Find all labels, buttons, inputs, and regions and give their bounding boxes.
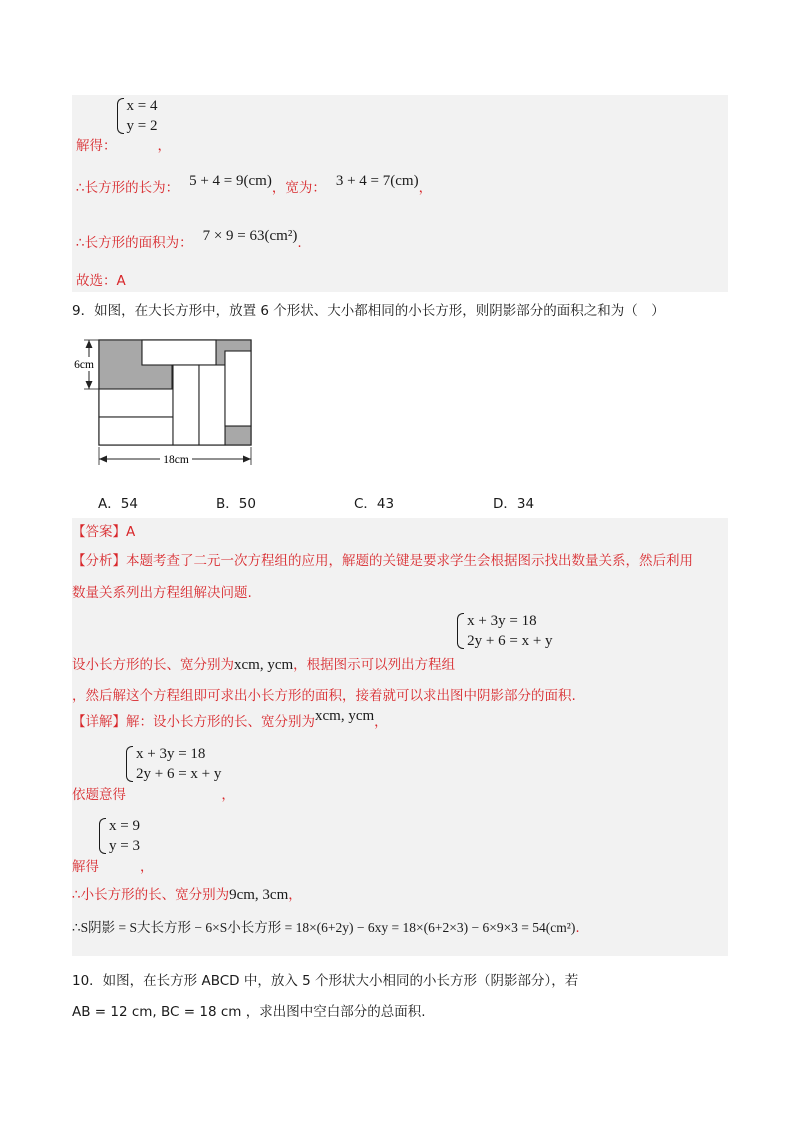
setup-prefix: 设小长方形的长、宽分别为 (72, 657, 234, 673)
system-eq-2: 2y + 6 = x + y (467, 633, 553, 649)
small-rect-vertical-1 (173, 365, 199, 445)
comma: ， (157, 138, 171, 154)
comma: ， (139, 859, 154, 875)
width-label: 18cm (163, 454, 189, 466)
length-label: ∴长方形的长为： (76, 180, 180, 196)
final-expr: ∴S阴影 = S大长方形 − 6×S小长方形 = 18×(6+2y) − 6xy = 18×(6+2×3) − 6×9×3 = 54(cm²) (72, 920, 576, 935)
system-eq-1: x = 4 (126, 98, 158, 114)
detail-line (72, 708, 388, 732)
option-b[interactable]: B．50 (216, 496, 256, 512)
comma: ， (418, 180, 433, 196)
small-rect-vertical-2 (199, 365, 225, 445)
analysis-line-1 (72, 551, 693, 571)
system-eq-1: x + 3y = 18 (467, 613, 537, 629)
condition-line (72, 744, 235, 803)
small-rect-top (142, 340, 216, 365)
detail-text: 解：设小长方形的长、宽分别为 (126, 714, 315, 730)
arrow-up-icon (86, 340, 93, 348)
length-expr: 5 + 4 = 9(cm) (189, 173, 272, 189)
width-label: ，宽为： (271, 180, 326, 196)
option-d[interactable]: D．34 (493, 496, 535, 512)
height-label: 6cm (74, 359, 94, 371)
answer-line: 【答案】A (72, 524, 136, 540)
then-line: ，然后解这个方程组即可求出小长方形的面积，接着就可以求出图中阴影部分的面积. (72, 688, 576, 704)
system-eq-1: x + 3y = 18 (136, 746, 206, 762)
option-c[interactable]: C．43 (354, 496, 395, 512)
analysis-tag: 【分析】 (72, 553, 126, 569)
area-expr: 7 × 9 = 63(cm²) (202, 228, 298, 244)
solution-system (99, 816, 140, 856)
solve-label: 解得： (76, 138, 117, 154)
final-line (72, 918, 580, 938)
analysis-text-1: 本题考查了二元一次方程组的应用，解题的关键是要求学生会根据图示找出数量关系，然后利用 (126, 553, 693, 569)
solve-label: 解得 (72, 859, 99, 875)
question-10-line-2: AB = 12 cm, BC = 18 cm ，求出图中空白部分的总面积. (72, 1004, 426, 1020)
condition-system (126, 744, 221, 784)
setup-system (457, 611, 552, 651)
period: . (575, 920, 580, 936)
by-label: 依题意得 (72, 787, 126, 803)
small-rect-left-2 (99, 417, 173, 445)
arrow-right-icon (243, 456, 251, 463)
period: . (297, 235, 302, 251)
length-line (76, 173, 433, 198)
option-a[interactable]: A．54 (98, 496, 138, 512)
question-9-figure (68, 335, 268, 475)
area-label: ∴长方形的面积为： (76, 235, 193, 251)
detail-vars: xcm, ycm (315, 708, 375, 724)
system-eq-1: x = 9 (109, 818, 140, 834)
question-9-text: 9．如图，在大长方形中，放置 6 个形状、大小都相同的小长方形，则阴影部分的面积之和为（ ） (72, 303, 665, 319)
small-rect-left-1 (99, 389, 173, 417)
comma: ， (374, 714, 388, 730)
small-vals: 9cm, 3cm (229, 887, 289, 903)
shaded-region-bottom-right (225, 426, 251, 445)
system-eq-2: y = 3 (109, 838, 140, 854)
comma: ， (288, 887, 302, 903)
solution-system (117, 96, 158, 136)
setup-vars: xcm, ycm (234, 657, 294, 673)
question-10-line-1: 10．如图，在长方形 ABCD 中，放入 5 个形状大小相同的小长方形（阴影部分），若 (72, 973, 579, 989)
system-eq-2: y = 2 (126, 118, 158, 134)
detail-tag: 【详解】 (72, 714, 126, 730)
setup-mid: ，根据图示可以列出方程组 (293, 657, 456, 673)
width-expr: 3 + 4 = 7(cm) (335, 173, 419, 189)
analysis-line-2: 数量关系列出方程组解决问题. (72, 585, 252, 601)
solve-line-2 (72, 816, 154, 875)
choice-line: 故选：A (76, 273, 126, 289)
arrow-down-icon (86, 381, 93, 389)
setup-line (72, 611, 553, 673)
area-line (76, 228, 302, 253)
comma: ， (221, 787, 235, 803)
small-rect-vertical-3 (225, 351, 251, 426)
solve-line-1 (76, 96, 171, 154)
small-rect-line (72, 885, 302, 905)
small-label: ∴小长方形的长、宽分别为 (72, 887, 230, 903)
system-eq-2: 2y + 6 = x + y (136, 766, 222, 782)
arrow-left-icon (99, 456, 107, 463)
